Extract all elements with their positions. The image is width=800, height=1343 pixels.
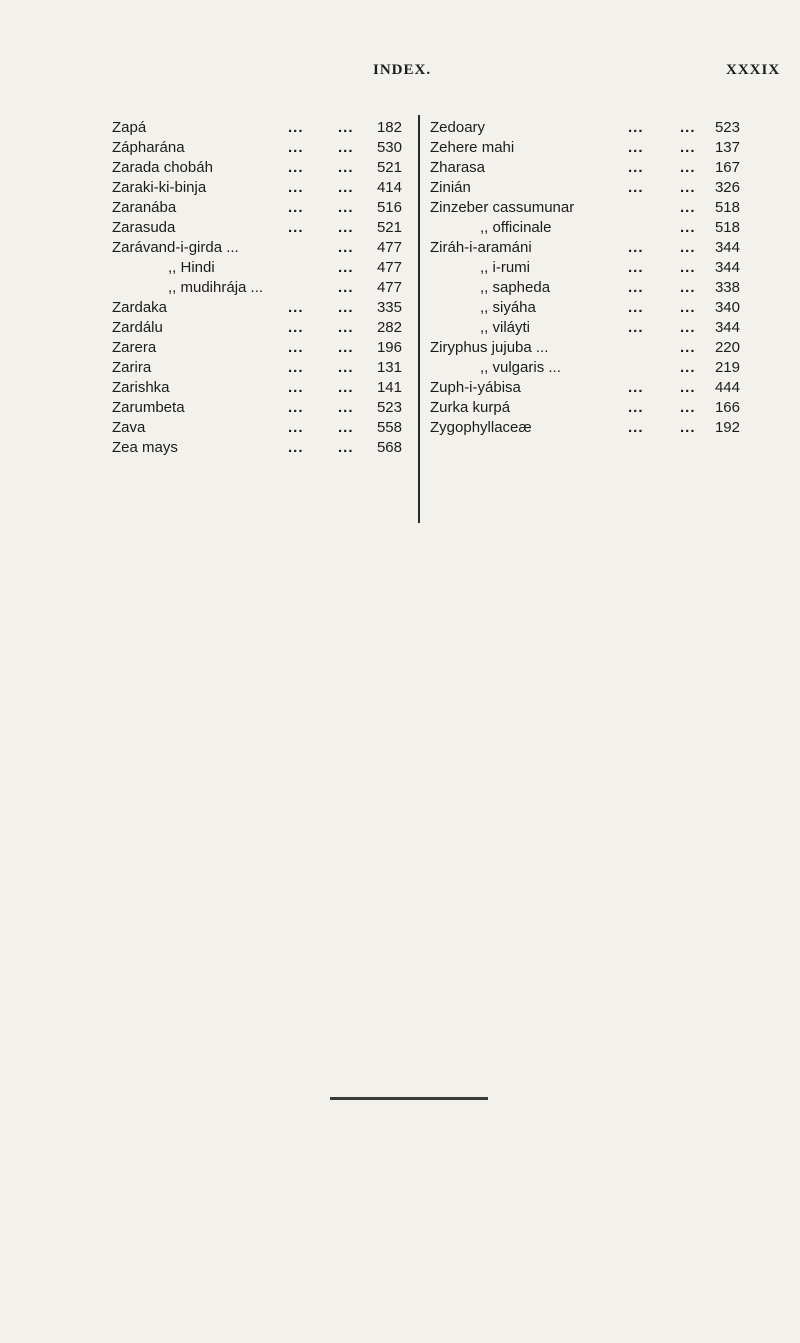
leader-dots: ... — [338, 439, 354, 456]
leader-dots: ... — [680, 179, 696, 196]
leader-dots: ... — [288, 199, 304, 216]
leader-dots: ... — [680, 299, 696, 316]
leader-dots: ... — [680, 359, 696, 376]
index-entry — [112, 398, 412, 418]
page-title: INDEX. — [373, 62, 432, 78]
entry-term: ,, Hindi — [168, 259, 215, 276]
leader-dots: ... — [338, 259, 354, 276]
entry-page-number: 196 — [376, 339, 402, 356]
leader-dots: ... — [628, 419, 644, 436]
leader-dots: ... — [288, 359, 304, 376]
index-entry — [112, 198, 412, 218]
leader-dots: ... — [288, 339, 304, 356]
entry-page-number: 344 — [714, 259, 740, 276]
leader-dots: ... — [338, 299, 354, 316]
index-entry — [112, 318, 412, 338]
leader-dots: ... — [288, 139, 304, 156]
index-entry — [430, 198, 740, 218]
leader-dots: ... — [680, 239, 696, 256]
index-entry — [430, 418, 740, 438]
index-entry — [112, 278, 412, 298]
entry-term: Zarasuda — [112, 219, 176, 236]
index-entry — [112, 158, 412, 178]
leader-dots: ... — [288, 319, 304, 336]
entry-term: Zuph-i-yábisa — [430, 379, 521, 396]
entry-page-number: 338 — [714, 279, 740, 296]
entry-term: Zehere mahi — [430, 139, 515, 156]
leader-dots: ... — [288, 219, 304, 236]
page-number: XXXIX — [726, 62, 781, 78]
leader-dots: ... — [628, 319, 644, 336]
index-entry — [112, 258, 412, 278]
entry-page-number: 340 — [714, 299, 740, 316]
leader-dots: ... — [680, 159, 696, 176]
entry-page-number: 141 — [376, 379, 402, 396]
entry-page-number: 477 — [376, 239, 402, 256]
leader-dots: ... — [628, 279, 644, 296]
entry-page-number: 518 — [714, 199, 740, 216]
bottom-rule — [330, 1097, 488, 1100]
entry-term: ,, vulgaris ... — [480, 359, 561, 376]
entry-term: Zarishka — [112, 379, 170, 396]
entry-page-number: 166 — [714, 399, 740, 416]
leader-dots: ... — [680, 259, 696, 276]
entry-term: Ziráh-i-aramáni — [430, 239, 532, 256]
entry-term: ,, mudihrája ... — [168, 279, 264, 296]
entry-term: Zápharána — [112, 139, 185, 156]
leader-dots: ... — [680, 419, 696, 436]
leader-dots: ... — [338, 239, 354, 256]
entry-page-number: 131 — [376, 359, 402, 376]
leader-dots: ... — [680, 339, 696, 356]
leader-dots: ... — [288, 399, 304, 416]
entry-page-number: 192 — [714, 419, 740, 436]
entry-page-number: 167 — [714, 159, 740, 176]
entry-page-number: 282 — [376, 319, 402, 336]
index-entry — [430, 398, 740, 418]
entry-term: Zinzeber cassumunar — [430, 199, 575, 216]
entry-term: Zarávand-i-girda ... — [112, 239, 239, 256]
entry-term: Zarumbeta — [112, 399, 185, 416]
entry-page-number: 137 — [714, 139, 740, 156]
entry-page-number: 516 — [376, 199, 402, 216]
leader-dots: ... — [338, 219, 354, 236]
leader-dots: ... — [680, 199, 696, 216]
leader-dots: ... — [288, 119, 304, 136]
leader-dots: ... — [680, 119, 696, 136]
entry-term: Zharasa — [430, 159, 486, 176]
leader-dots: ... — [628, 379, 644, 396]
entry-term: Zinián — [430, 179, 471, 196]
entry-term: Zygophyllaceæ — [430, 419, 532, 436]
leader-dots: ... — [680, 379, 696, 396]
index-entry — [430, 158, 740, 178]
index-entry — [112, 418, 412, 438]
index-entry — [112, 238, 412, 258]
entry-page-number: 568 — [376, 439, 402, 456]
index-entry — [112, 358, 412, 378]
leader-dots: ... — [628, 239, 644, 256]
entry-page-number: 414 — [376, 179, 402, 196]
index-entry — [430, 278, 740, 298]
entry-page-number: 344 — [714, 319, 740, 336]
index-entry — [430, 218, 740, 238]
entry-page-number: 558 — [376, 419, 402, 436]
entry-term: Zaraki-ki-binja — [112, 179, 207, 196]
index-entry — [112, 118, 412, 138]
leader-dots: ... — [680, 139, 696, 156]
entry-page-number: 477 — [376, 259, 402, 276]
entry-page-number: 477 — [376, 279, 402, 296]
leader-dots: ... — [628, 139, 644, 156]
leader-dots: ... — [338, 139, 354, 156]
index-entry — [430, 358, 740, 378]
leader-dots: ... — [338, 119, 354, 136]
index-entry — [430, 298, 740, 318]
entry-term: Ziryphus jujuba ... — [430, 339, 549, 356]
leader-dots: ... — [338, 339, 354, 356]
leader-dots: ... — [288, 179, 304, 196]
index-entry — [112, 378, 412, 398]
leader-dots: ... — [628, 299, 644, 316]
index-entry — [112, 298, 412, 318]
entry-page-number: 523 — [714, 119, 740, 136]
entry-term: Zardálu — [112, 319, 163, 336]
page-header — [0, 62, 800, 86]
leader-dots: ... — [680, 219, 696, 236]
leader-dots: ... — [288, 419, 304, 436]
leader-dots: ... — [288, 379, 304, 396]
entry-term: Zurka kurpá — [430, 399, 511, 416]
leader-dots: ... — [338, 419, 354, 436]
entry-term: Zardaka — [112, 299, 168, 316]
entry-page-number: 444 — [714, 379, 740, 396]
leader-dots: ... — [288, 159, 304, 176]
index-entry — [430, 118, 740, 138]
index-column-left — [112, 118, 412, 458]
index-entry — [112, 338, 412, 358]
entry-term: ,, viláyti — [480, 319, 531, 336]
entry-term: Zaranába — [112, 199, 177, 216]
entry-page-number: 344 — [714, 239, 740, 256]
leader-dots: ... — [628, 159, 644, 176]
entry-term: Zarira — [112, 359, 152, 376]
index-entry — [430, 238, 740, 258]
leader-dots: ... — [338, 199, 354, 216]
entry-page-number: 335 — [376, 299, 402, 316]
leader-dots: ... — [338, 179, 354, 196]
leader-dots: ... — [628, 119, 644, 136]
entry-term: ,, sapheda — [480, 279, 551, 296]
leader-dots: ... — [680, 319, 696, 336]
leader-dots: ... — [338, 319, 354, 336]
leader-dots: ... — [680, 279, 696, 296]
entry-term: Zedoary — [430, 119, 486, 136]
entry-page-number: 219 — [714, 359, 740, 376]
column-divider — [418, 115, 420, 523]
entry-term: Zava — [112, 419, 146, 436]
index-entry — [112, 178, 412, 198]
entry-page-number: 530 — [376, 139, 402, 156]
leader-dots: ... — [288, 299, 304, 316]
leader-dots: ... — [628, 399, 644, 416]
entry-page-number: 182 — [376, 119, 402, 136]
index-entry — [112, 138, 412, 158]
index-entry — [430, 318, 740, 338]
leader-dots: ... — [288, 439, 304, 456]
leader-dots: ... — [628, 259, 644, 276]
leader-dots: ... — [338, 379, 354, 396]
index-entry — [430, 258, 740, 278]
leader-dots: ... — [338, 159, 354, 176]
entry-page-number: 521 — [376, 159, 402, 176]
leader-dots: ... — [628, 179, 644, 196]
entry-term: Zarera — [112, 339, 157, 356]
entry-term: ,, i-rumi — [480, 259, 530, 276]
entry-page-number: 521 — [376, 219, 402, 236]
entry-page-number: 523 — [376, 399, 402, 416]
entry-page-number: 220 — [714, 339, 740, 356]
entry-term: Zarada chobáh — [112, 159, 213, 176]
leader-dots: ... — [680, 399, 696, 416]
entry-term: Zea mays — [112, 439, 178, 456]
index-column-right — [430, 118, 740, 438]
leader-dots: ... — [338, 359, 354, 376]
entry-term: Zapá — [112, 119, 147, 136]
index-entry — [430, 178, 740, 198]
index-entry — [112, 438, 412, 458]
leader-dots: ... — [338, 399, 354, 416]
leader-dots: ... — [338, 279, 354, 296]
entry-term: ,, siyáha — [480, 299, 536, 316]
index-entry — [430, 138, 740, 158]
entry-page-number: 518 — [714, 219, 740, 236]
index-entry — [430, 338, 740, 358]
index-entry — [430, 378, 740, 398]
entry-page-number: 326 — [714, 179, 740, 196]
index-entry — [112, 218, 412, 238]
entry-term: ,, officinale — [480, 219, 552, 236]
